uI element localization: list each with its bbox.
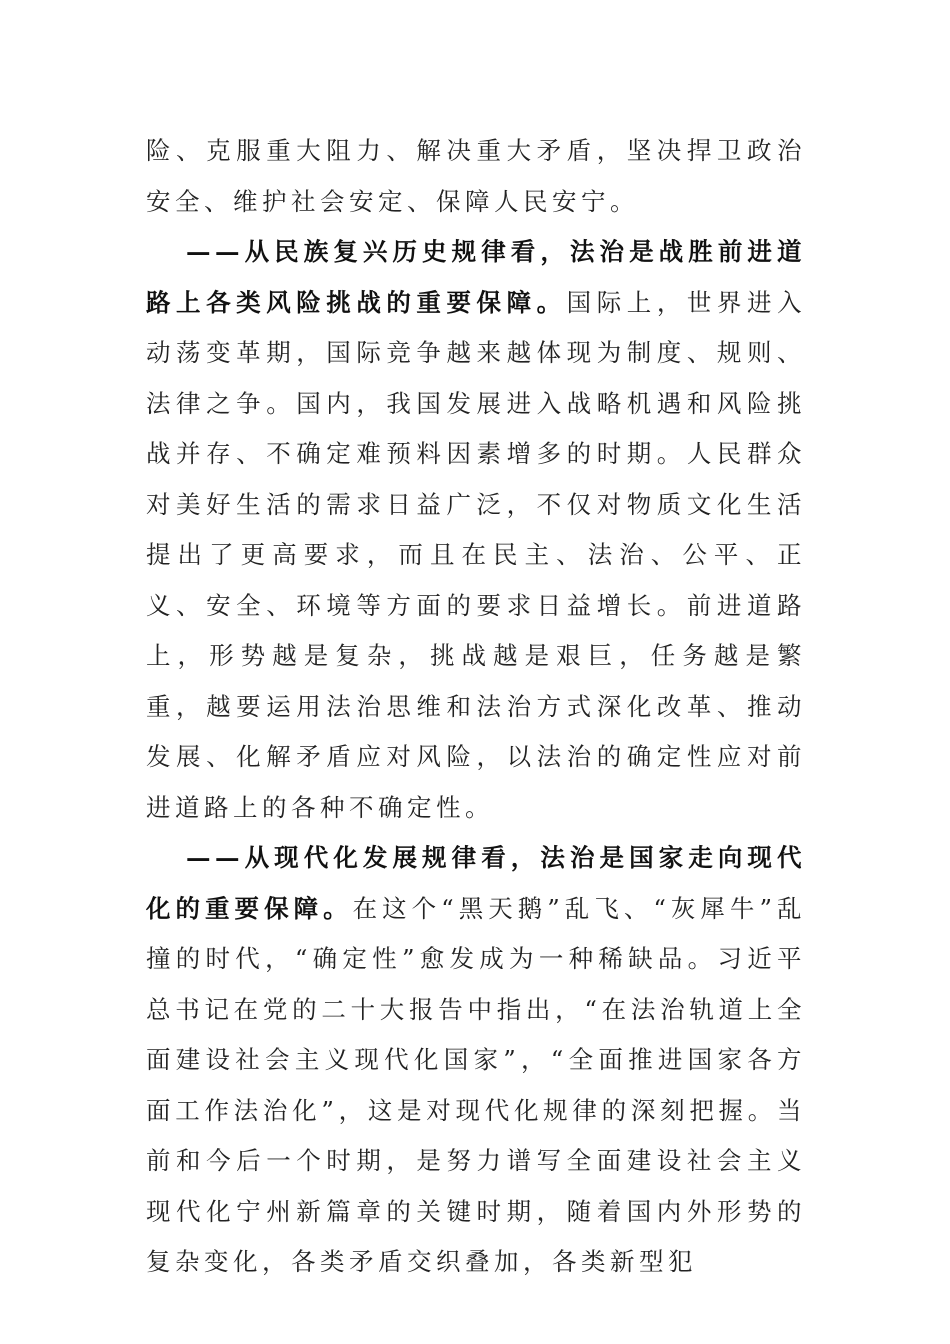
document-body (146, 126, 806, 1288)
paragraph-modernization-law (146, 833, 806, 1288)
paragraph-continued (146, 126, 806, 227)
paragraph-heading: ——从民族复兴历史规律看，法治是战胜前进道路上各类风险挑战的重要保障。 (146, 237, 806, 317)
paragraph-heading: ——从现代化发展规律看，法治是国家走向现代化的重要保障。 (146, 843, 806, 923)
paragraph-historical-law (146, 227, 806, 833)
paragraph-text: 国际上，世界进入动荡变革期，国际竞争越来越体现为制度、规则、法律之争。国内，我国发展进入战略机遇和风险挑战并存、不确定难预料因素增多的时期。人民群众对美好生活的需求日益广泛，不仅对物质文化生活提出了更高要求，而且在民主、法治、公平、正义、安全、环境等方面的要求日益增长。前进道路上，形势越是复杂，挑战越是艰巨，任务越是繁重，越要运用法治思维和法治方式深化改革、推动发展、化解矛盾应对风险，以法治的确定性应对前进道路上的各种不确定性。 (146, 287, 807, 822)
paragraph-text: 险、克服重大阻力、解决重大矛盾，坚决捍卫政治安全、维护社会安定、保障人民安宁。 (146, 136, 806, 216)
paragraph-text: 在这个“黑天鹅”乱飞、“灰犀牛”乱撞的时代，“确定性”愈发成为一种稀缺品。习近平总书记在党的二十大报告中指出，“在法治轨道上全面建设社会主义现代化国家”，“全面推进国家各方面工作法治化”，这是对现代化规律的深刻把握。当前和今后一个时期，是努力谱写全面建设社会主义现代化宁州新篇章的关键时期，随着国内外形势的复杂变化，各类矛盾交织叠加，各类新型犯 (146, 893, 806, 1276)
